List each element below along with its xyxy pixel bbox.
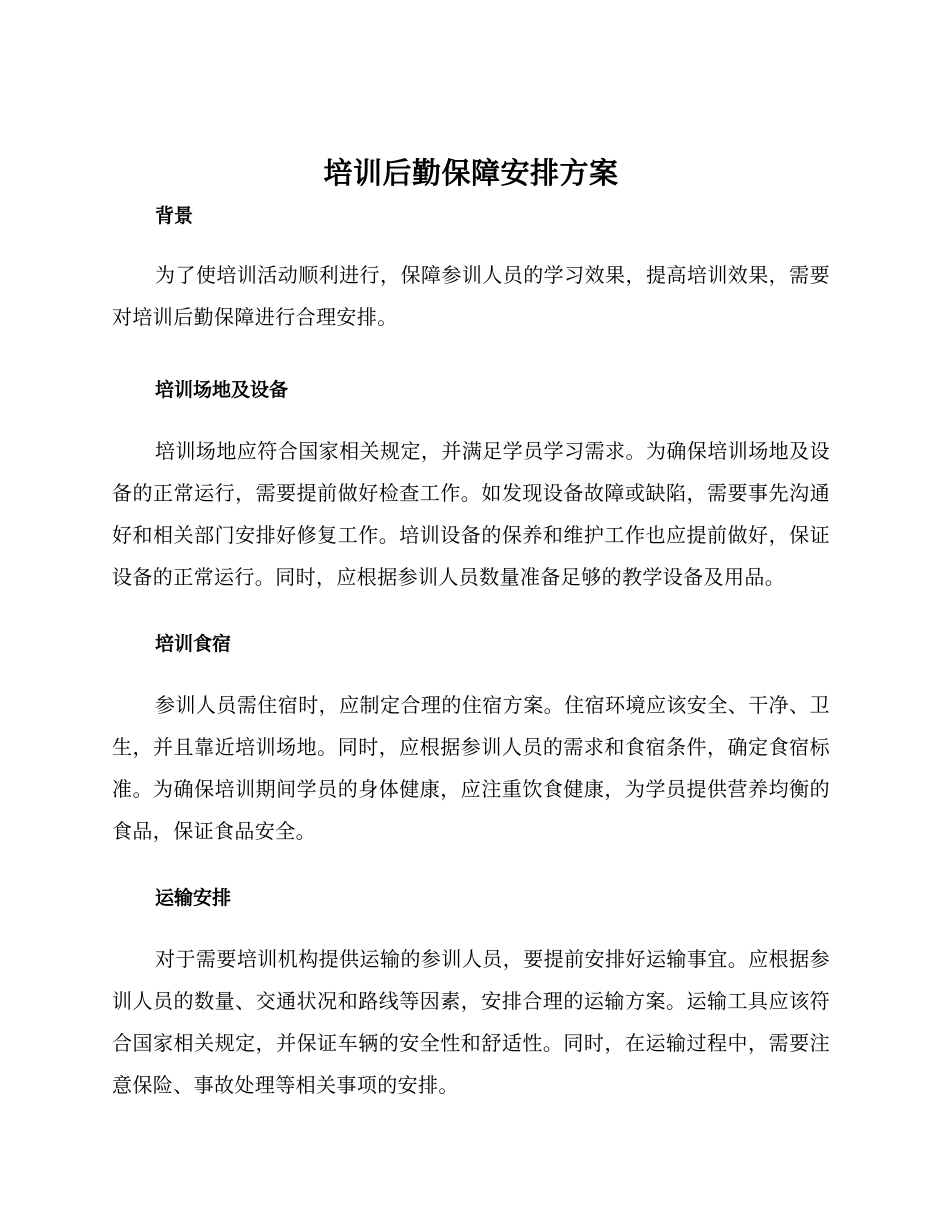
section-venue-equipment <box>112 376 830 598</box>
section-heading: 培训食宿 <box>155 633 232 655</box>
section-paragraph: 参训人员需住宿时，应制定合理的住宿方案。住宿环境应该安全、干净、卫生，并且靠近培训场地。同时，应根据参训人员的需求和食宿条件，确定食宿标准。为确保培训期间学员的身体健康，应注重饮食健康，为学员提供营养均衡的食品，保证食品安全。 <box>112 693 830 843</box>
section-transport <box>112 884 830 1106</box>
section-heading: 培训场地及设备 <box>155 379 289 401</box>
section-paragraph: 培训场地应符合国家相关规定，并满足学员学习需求。为确保培训场地及设备的正常运行，需要提前做好检查工作。如发现设备故障或缺陷，需要事先沟通好和相关部门安排好修复工作。培训设备的保养和维护工作也应提前做好，保证设备的正常运行。同时，应根据参训人员数量准备足够的教学设备及用品。 <box>112 439 830 589</box>
section-heading: 运输安排 <box>155 887 232 909</box>
section-paragraph: 对于需要培训机构提供运输的参训人员，要提前安排好运输事宜。应根据参训人员的数量、交通状况和路线等因素，安排合理的运输方案。运输工具应该符合国家相关规定，并保证车辆的安全性和舒适性。同时，在运输过程中，需要注意保险、事故处理等相关事项的安排。 <box>112 947 830 1097</box>
section-background <box>112 202 830 338</box>
section-heading: 背景 <box>155 205 194 227</box>
section-paragraph: 为了使培训活动顺利进行，保障参训人员的学习效果，提高培训效果，需要对培训后勤保障进行合理安排。 <box>112 263 830 329</box>
document-page <box>112 150 830 1106</box>
section-accommodation <box>112 630 830 852</box>
document-title: 培训后勤保障安排方案 <box>323 156 619 190</box>
